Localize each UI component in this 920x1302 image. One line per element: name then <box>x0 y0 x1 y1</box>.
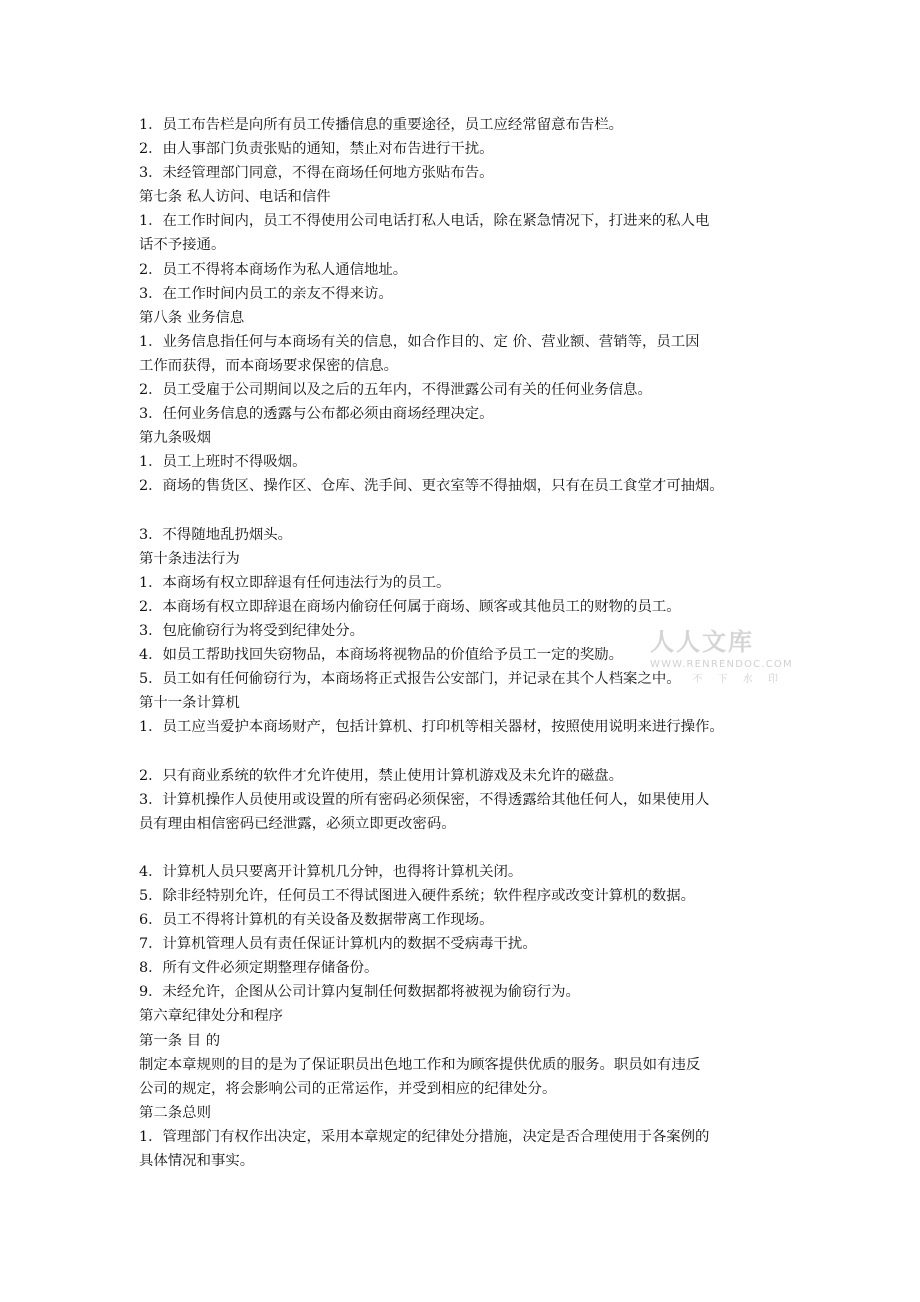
blank-line <box>139 739 799 763</box>
text-line: 工作而获得，而本商场要求保密的信息。 <box>139 357 399 374</box>
text-line: 3．计算机操作人员使用或设置的所有密码必须保密，不得透露给其他任何人，如果使用人 <box>139 791 710 808</box>
text-line: 5．除非经特别允许，任何员工不得试图进入硬件系统；软件程序或改变计算机的数据。 <box>139 888 696 904</box>
text-line: 2．员工受雇于公司期间以及之后的五年内，不得泄露公司有关的任何业务信息。 <box>139 382 652 399</box>
text-line: 2．本商场有权立即辞退在商场内偷窃任何属于商场、顾客或其他员工的财物的员工。 <box>139 598 681 615</box>
text-line: 5．员工如有任何偷窃行为，本商场将正式报告公安部门，并记录在其个人档案之中。 <box>139 671 681 688</box>
text-line: 2．由人事部门负责张贴的通知，禁止对布告进行干扰。 <box>139 141 494 158</box>
text-line: 员有理由相信密码已经泄露，必须立即更改密码。 <box>139 815 456 832</box>
watermark-title: 人人文库 <box>650 628 754 656</box>
text-line: 具体情况和事实。 <box>139 1153 255 1170</box>
text-line: 9．未经允许，企图从公司计算内复制任何数据都将被视为偷窃行为。 <box>139 984 580 1001</box>
text-line: 1．管理部门有权作出决定，采用本章规定的纪律处分措施，决定是否合理使用于各案例的 <box>139 1128 710 1145</box>
text-line: 第十一条计算机 <box>139 695 240 712</box>
text-line: 话不予接通。 <box>139 237 226 254</box>
document-body <box>139 113 799 1173</box>
text-line: 8．所有文件必须定期整理存储备份。 <box>139 960 379 977</box>
text-line: 3．包庇偷窃行为将受到纪律处分。 <box>139 622 365 639</box>
text-line: 4．如员工帮助找回失窃物品，本商场将视物品的价值给予员工一定的奖励。 <box>139 647 624 664</box>
text-line: 第八条 业务信息 <box>139 309 245 326</box>
text-line: 3．任何业务信息的透露与公布都必须由商场经理决定。 <box>139 406 494 423</box>
text-line: 4．计算机人员只要离开计算机几分钟，也得将计算机关闭。 <box>139 863 523 880</box>
text-line: 制定本章规则的目的是为了保证职员出色地工作和为顾客提供优质的服务。职员如有违反 <box>139 1056 701 1073</box>
watermark-url: WWW.RENRENDOC.COM <box>650 659 793 670</box>
text-line: 1．员工布告栏是向所有员工传播信息的重要途径，员工应经常留意布告栏。 <box>139 117 624 133</box>
text-line: 第七条 私人访问、电话和信件 <box>139 189 331 206</box>
text-line: 第二条总则 <box>139 1104 211 1121</box>
text-line: 第九条吸烟 <box>139 430 211 447</box>
text-line: 3．不得随地乱扔烟头。 <box>139 526 293 543</box>
blank-line <box>139 499 799 523</box>
text-line: 1．本商场有权立即辞退有任何违法行为的员工。 <box>139 574 451 591</box>
text-line: 第十条违法行为 <box>139 550 240 567</box>
text-line: 第六章纪律处分和程序 <box>139 1008 283 1025</box>
text-line: 1．员工应当爱护本商场财产，包括计算机、打印机等相关器材，按照使用说明来进行操作。 <box>139 719 724 736</box>
text-line: 1．业务信息指任何与本商场有关的信息，如合作目的、定 价、营业额、营销等，员工因 <box>139 333 700 350</box>
text-line: 第一条 目 的 <box>139 1032 221 1049</box>
text-line: 6．员工不得将计算机的有关设备及数据带离工作现场。 <box>139 912 494 929</box>
text-line: 3．未经管理部门同意，不得在商场任何地方张贴布告。 <box>139 165 494 182</box>
text-line: 1．在工作时间内，员工不得使用公司电话打私人电话，除在紧急情况下，打进来的私人电 <box>139 213 710 230</box>
text-line: 3．在工作时间内员工的亲友不得来访。 <box>139 285 393 302</box>
blank-line <box>139 836 799 860</box>
text-line: 2．商场的售货区、操作区、仓库、洗手间、更衣室等不得抽烟，只有在员工食堂才可抽烟。 <box>139 478 724 495</box>
text-line: 1．员工上班时不得吸烟。 <box>139 454 307 471</box>
text-line: 公司的规定，将会影响公司的正常运作，并受到相应的纪律处分。 <box>139 1080 557 1097</box>
watermark-subtitle: 不 下 水 印 <box>692 674 784 685</box>
text-line: 2．只有商业系统的软件才允许使用，禁止使用计算机游戏及未允许的磁盘。 <box>139 767 624 784</box>
text-line: 2．员工不得将本商场作为私人通信地址。 <box>139 261 408 278</box>
text-line: 7．计算机管理人员有责任保证计算机内的数据不受病毒干扰。 <box>139 936 537 953</box>
